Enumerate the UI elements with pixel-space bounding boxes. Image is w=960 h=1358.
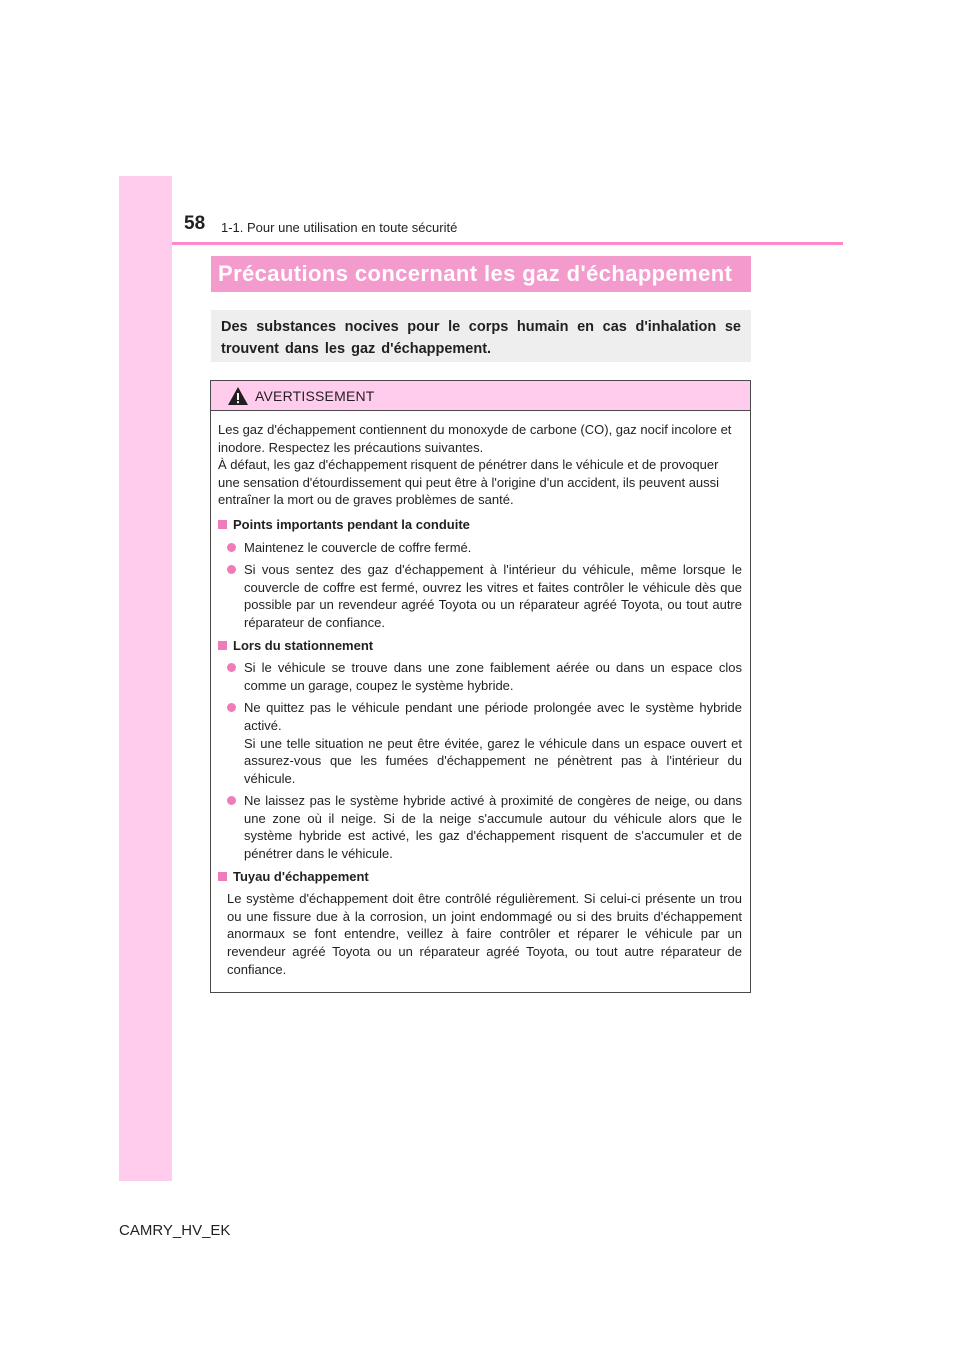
- warning-header: [211, 381, 750, 411]
- warning-title: AVERTISSEMENT: [255, 387, 375, 404]
- section-heading-text: Points importants pendant la conduite: [233, 516, 470, 532]
- header-divider: [172, 242, 843, 245]
- list-item-text: Ne laissez pas le système hybride activé à proximité de congères de neige, ou dans une zone où il neige. Si de la neige s'accumule autour du véhicule alors que le système hybride est activé, les gaz d'échappement risquent de s'accumuler et de pénétrer dans le véhicule.: [244, 793, 742, 862]
- list-item-text: Si le véhicule se trouve dans une zone faiblement aérée ou dans un espace clos comme un garage, coupez le système hybride.: [244, 660, 742, 693]
- exhaust-pipe-text: Le système d'échappement doit être contrôlé régulièrement. Si celui-ci présente un trou ou une fissure due à la corrosion, un joint endommagé ou si des bruits d'échappement anormaux se font entendre, veillez à faire contrôler et réparer le véhicule par un revendeur agréé Toyota ou un réparateur agréé Toyota, ou tout autre réparateur de confiance.: [227, 891, 742, 977]
- round-bullet-icon: [227, 796, 236, 805]
- list-item: [227, 659, 742, 694]
- page-title: Précautions concernant les gaz d'échappement: [218, 261, 733, 286]
- list-item: [227, 539, 742, 557]
- list-item: [227, 561, 742, 631]
- square-bullet-icon: [218, 641, 227, 650]
- list-item-line: Ne quittez pas le véhicule pendant une période prolongée avec le système hybride activé.: [244, 700, 742, 733]
- warning-intro-line: Les gaz d'échappement contiennent du monoxyde de carbone (CO), gaz nocif incolore et inodore. Respectez les précautions suivantes.: [218, 422, 732, 455]
- section-heading-parking: [218, 637, 742, 655]
- list-item-text: Maintenez le couvercle de coffre fermé.: [244, 539, 472, 555]
- square-bullet-icon: [218, 872, 227, 881]
- round-bullet-icon: [227, 565, 236, 574]
- footer-model-code: CAMRY_HV_EK: [119, 1222, 231, 1239]
- round-bullet-icon: [227, 543, 236, 552]
- warning-intro: [218, 421, 742, 509]
- list-item: [227, 792, 742, 862]
- intro-box: [211, 310, 751, 362]
- side-color-band: [119, 176, 172, 1181]
- warning-box: [210, 380, 751, 993]
- section-label: 1-1. Pour une utilisation en toute sécurité: [221, 220, 458, 235]
- square-bullet-icon: [218, 520, 227, 529]
- list-item-text: [244, 699, 742, 787]
- round-bullet-icon: [227, 703, 236, 712]
- section-heading-text: Lors du stationnement: [233, 637, 374, 653]
- section-heading-text: Tuyau d'échappement: [233, 868, 369, 884]
- page-number: 58: [184, 213, 206, 234]
- round-bullet-icon: [227, 663, 236, 672]
- intro-text: Des substances nocives pour le corps humain en cas d'inhalation se trouvent dans les gaz d'échappement.: [221, 319, 741, 357]
- warning-triangle-icon: [227, 386, 249, 406]
- list-item-text: Si vous sentez des gaz d'échappement à l'intérieur du véhicule, même lorsque le couvercle de coffre est fermé, ouvrez les vitres et faites contrôler le véhicule dès que possible par un revendeur agréé Toyota ou un réparateur agréé Toyota, ou tout autre réparateur de confiance.: [244, 562, 742, 630]
- list-item: [227, 699, 742, 787]
- list-item-line: Si une telle situation ne peut être évitée, garez le véhicule dans un espace ouvert et assurez-vous que les fumées d'échappement ne pénètrent pas à l'intérieur du véhicule.: [244, 735, 742, 786]
- page-title-bar: [211, 256, 751, 292]
- section-heading-exhaust-pipe: [218, 868, 742, 886]
- warning-intro-line: À défaut, les gaz d'échappement risquent de pénétrer dans le véhicule et de provoquer une sensation d'étourdissement qui peut être à l'origine d'un accident, ils peuvent aussi entraîner la mort ou de graves problèmes de santé.: [218, 457, 720, 508]
- warning-body: [211, 411, 750, 978]
- section-heading-driving: [218, 516, 742, 534]
